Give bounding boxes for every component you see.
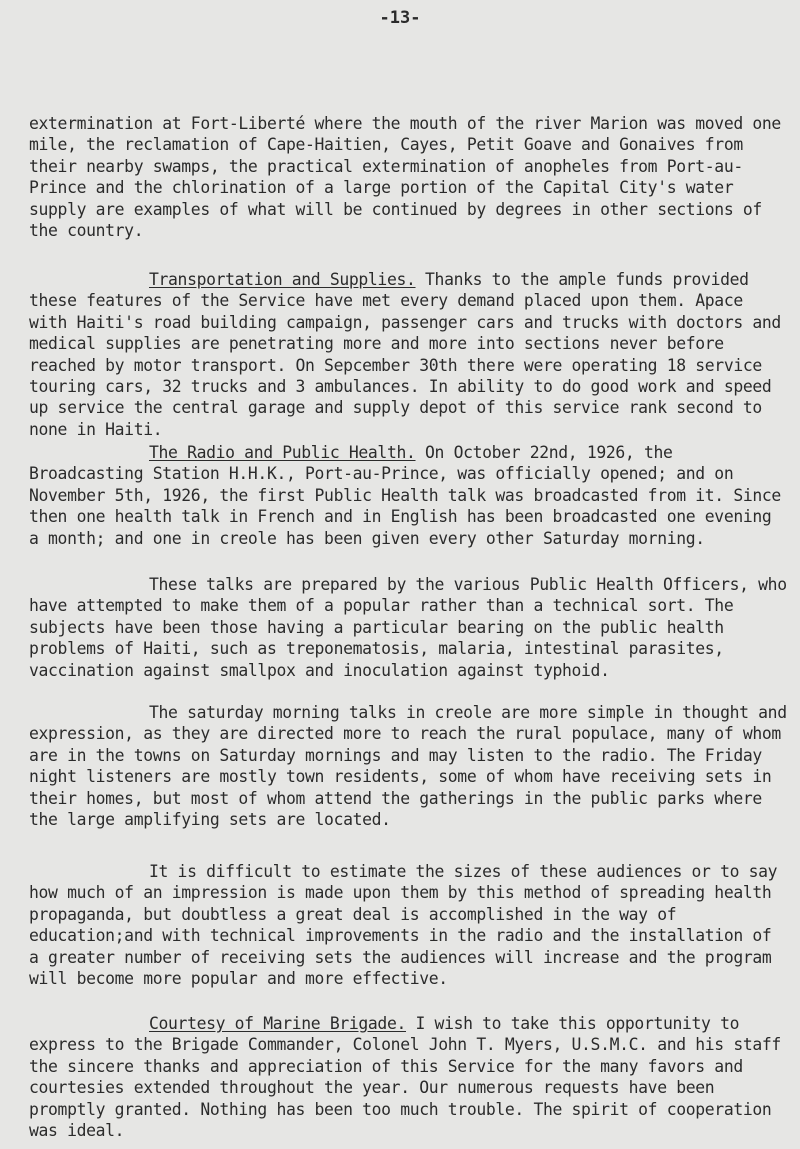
paragraph-courtesy-body: I wish to take this opportunity to express to the Brigade Commander, Colonel John T. Myers, U.S.M.C. and his staff the sincere thanks and appreciation of this Service for the many favors and courtesies extended throughout the year. Our numerous requests have been promptly granted. Nothing has been too much trouble. The spirit of cooperation was ideal. — [29, 1014, 781, 1141]
paragraph-audiences: It is difficult to estimate the sizes of these audiences or to say how much of an impression is made upon them by this method of spreading health propaganda, but doubtless a great deal is accomplished in the way of education;and with technical improvements in the radio and the installation of a greater number of receiving sets the audiences will increase and the program will become more popular and more effective. — [29, 862, 778, 989]
paragraph-courtesy — [29, 1013, 789, 1141]
paragraph-extermination: extermination at Fort-Liberté where the mouth of the river Marion was moved one mile, the reclamation of Cape-Haitien, Cayes, Petit Goave and Gonaives from their nearby swamps, the practical extermination of anopheles from Port-au-Prince and the chlorination of a large portion of the Capital City's water supply are examples of what will be continued by degrees in other sections of the country. — [29, 114, 781, 241]
page-number: -13- — [379, 8, 421, 28]
paragraph-radio — [29, 442, 789, 549]
heading-transportation: Transportation and Supplies. — [149, 270, 416, 289]
heading-radio: The Radio and Public Health. — [149, 443, 416, 462]
paragraph-saturday-talks: The saturday morning talks in creole are more simple in thought and expression, as they are directed more to reach the rural populace, many of whom are in the towns on Saturday mornings and may listen to the radio. The Friday night listeners are mostly town residents, some of whom have receiving sets in their homes, but most of whom attend the gatherings in the public parks where the large amplifying sets are located. — [29, 703, 787, 830]
paragraph-talks: These talks are prepared by the various Public Health Officers, who have attempted to make them of a popular rather than a technical sort. The subjects have been those having a particular bearing on the public health problems of Haiti, such as treponematosis, malaria, intestinal parasites, vaccination against smallpox and inoculation against typhoid. — [29, 575, 787, 680]
heading-courtesy: Courtesy of Marine Brigade. — [149, 1014, 406, 1033]
paragraph-radio-body: On October 22nd, 1926, the Broadcasting Station H.H.K., Port-au-Prince, was officially opened; and on November 5th, 1926, the first Public Health talk was broadcasted from it. Since then one health talk in French and in English has been broadcasted one evening a month; and one in creole has been given every other Saturday morning. — [29, 443, 781, 548]
paragraph-transportation — [29, 269, 789, 440]
paragraph-transportation-body: Thanks to the ample funds provided these features of the Service have met every demand placed upon them. Apace with Haiti's road building campaign, passenger cars and trucks with doctors and medical supplies are penetrating more and more into sections never before reached by motor transport. On Sepcember 30th there were operating 18 service touring cars, 32 trucks and 3 ambulances. In ability to do good work and speed up service the central garage and supply depot of this service rank second to none in Haiti. — [29, 270, 781, 439]
